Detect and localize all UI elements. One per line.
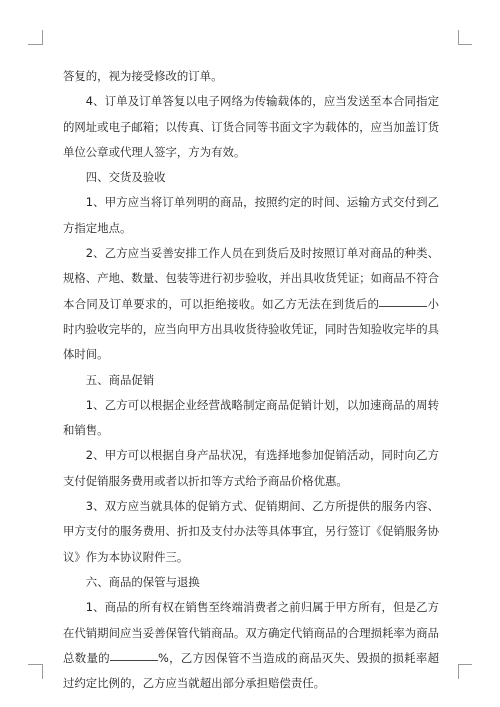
crop-mark-bottom-right-h <box>458 664 472 665</box>
crop-mark-top-left-v <box>42 30 43 45</box>
section-heading-promotion: 五、商品促销 <box>85 372 155 387</box>
crop-mark-bottom-left-v <box>42 664 43 679</box>
section-heading-storage-return: 六、商品的保管与退换 <box>85 574 200 589</box>
clause-4-order-transmission: 4、订单及订单答复以电子网络为传输载体的，应当发送至本合同指定的网址或电子邮箱；以传真、订货合同等书面文字为载体的，应当加盖订货单位公章或代理人签字，方为有效。 <box>63 94 439 159</box>
clause-1-ownership-storage <box>63 595 439 696</box>
crop-mark-top-left-h <box>28 44 42 45</box>
crop-mark-top-right-v <box>458 30 459 45</box>
section-heading-delivery-acceptance: 四、交货及验收 <box>85 170 166 185</box>
fill-in-blank-hours[interactable] <box>379 305 427 307</box>
clause-3-promotion-agreement: 3、双方应当就具体的促销方式、促销期间、乙方所提供的服务内容、甲方支付的服务费用、折扣及支付办法等具体事宜，另行签订《促销服务协议》作为本协议附件三。 <box>63 499 439 564</box>
fill-in-blank-loss-rate[interactable] <box>110 659 158 661</box>
clause-1-text-before-blank: 1、商品的所有权在销售至终端消费者之前归属于甲方所有，但是乙方在代销期间应当妥善保管代销商品。双方确定代销商品的合理损耗率为商品总数量的 <box>63 600 439 665</box>
clause-2-promotion-participation: 2、甲方可以根据自身产品状况，有选择地参加促销活动，同时向乙方支付促销服务费用或者以折扣等方式给予商品价格优惠。 <box>63 448 439 488</box>
paragraph-order-reply-continued: 答复的，视为接受修改的订单。 <box>63 69 223 83</box>
clause-1-promotion-plan: 1、乙方可以根据企业经营战略制定商品促销计划，以加速商品的周转和销售。 <box>63 397 439 438</box>
crop-mark-bottom-right-v <box>458 664 459 679</box>
clause-1-text-after-blank: %，乙方因保管不当造成的商品灭失、毁损的损耗率超过约定比例的，乙方应当就超出部分承担赔偿责任。 <box>63 650 439 691</box>
clause-1-delivery: 1、甲方应当将订单列明的商品，按照约定的时间、运输方式交付到乙方指定地点。 <box>63 195 439 235</box>
clause-2-text-before-blank: 2、乙方应当妥善安排工作人员在到货后及时按照订单对商品的种类、规格、产地、数量、包装等进行初步验收，并出具收货凭证；如商品不符合本合同及订单要求的，可以拒绝接收。如乙方无法在到货后的 <box>63 246 439 311</box>
clause-2-inspection <box>63 241 439 367</box>
crop-mark-bottom-left-h <box>28 664 42 665</box>
crop-mark-top-right-h <box>458 44 472 45</box>
clause-2-text-after-blank: 小时内验收完毕的，应当向甲方出具收货待验收凭证，同时告知验收完毕的具体时间。 <box>63 296 439 362</box>
document-body <box>63 64 439 696</box>
